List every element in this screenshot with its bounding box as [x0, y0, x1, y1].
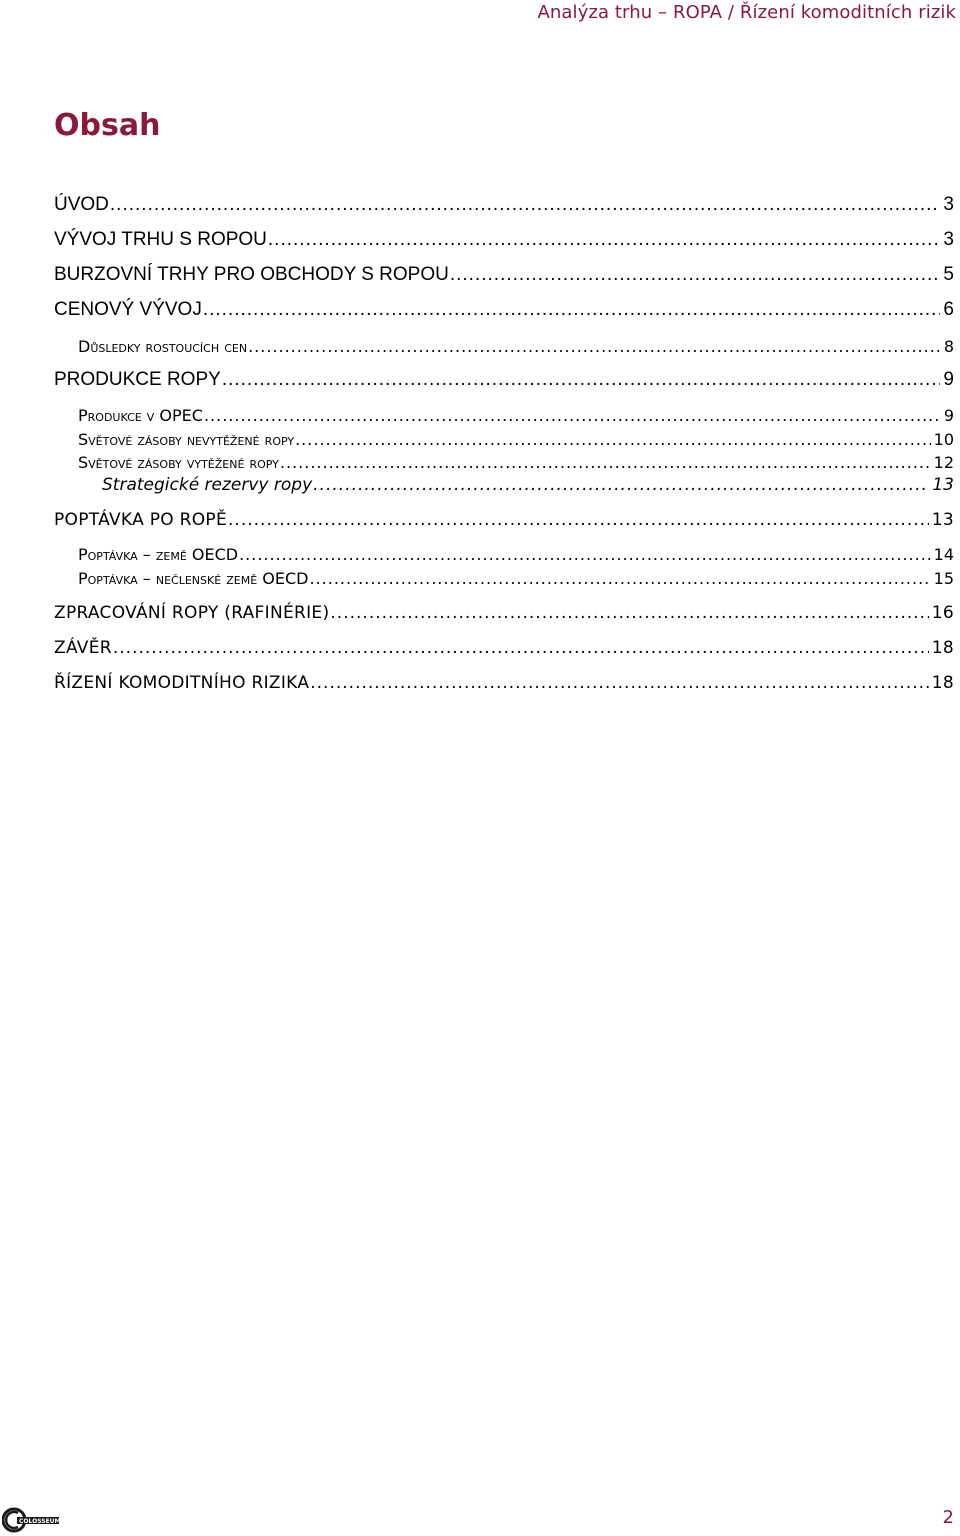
- running-header: Analýza trhu – ROPA / Řízení komoditních rizik: [537, 2, 956, 23]
- toc-entry-label: ZÁVĚR: [54, 638, 112, 658]
- toc-entry-label: Poptávka – země OECD: [78, 545, 239, 564]
- toc-entry-label: Důsledky rostoucích cen: [78, 337, 248, 356]
- toc-leader-dots: [280, 453, 931, 472]
- toc-entry-page: 12: [933, 453, 954, 472]
- toc-entry-label: ZPRACOVÁNÍ ROPY (RAFINÉRIE): [54, 603, 330, 623]
- toc-entry-page: 3: [943, 229, 954, 250]
- toc-leader-dots: [204, 406, 941, 425]
- toc-leader-dots: [313, 475, 929, 495]
- toc-leader-dots: [330, 603, 928, 623]
- toc-entry-page: 15: [933, 569, 954, 588]
- toc-entry-label: Světové zásoby nevytěžené ropy: [78, 430, 295, 449]
- toc-entry-strategicke-rezervy[interactable]: [102, 475, 954, 495]
- toc-entry-page: 6: [943, 299, 954, 320]
- svg-text:· · · · · · · · ·: · · · · · · · · ·: [20, 1527, 37, 1531]
- toc-entry-zasoby-vytezene[interactable]: [78, 453, 954, 472]
- toc-entry-page: 16: [931, 603, 954, 623]
- toc-entry-page: 18: [931, 638, 954, 658]
- toc-leader-dots: [113, 638, 929, 658]
- toc-entry-poptavka[interactable]: [54, 510, 954, 530]
- svg-text:COLOSSEUM: COLOSSEUM: [19, 1518, 61, 1525]
- toc-entry-label: Strategické rezervy ropy: [102, 475, 313, 495]
- toc-entry-rizeni-rizika[interactable]: [54, 673, 954, 693]
- toc-leader-dots: [450, 264, 941, 286]
- toc-leader-dots: [309, 569, 930, 588]
- colosseum-logo: [2, 1504, 62, 1534]
- toc-entry-zaver[interactable]: [54, 638, 954, 658]
- toc-entry-label: CENOVÝ VÝVOJ: [54, 299, 202, 320]
- toc-leader-dots: [228, 510, 929, 530]
- toc-entry-page: 18: [931, 673, 954, 693]
- toc-leader-dots: [239, 545, 931, 564]
- toc-entry-label: Produkce v OPEC: [78, 406, 203, 425]
- toc-entry-zasoby-nevytezene[interactable]: [78, 430, 954, 449]
- toc-leader-dots: [203, 299, 941, 321]
- toc-entry-label: ŘÍZENÍ KOMODITNÍHO RIZIKA: [54, 673, 310, 693]
- toc-entry-produkce-ropy[interactable]: [54, 369, 954, 391]
- toc-entry-page: 14: [933, 545, 954, 564]
- toc-entry-uvod[interactable]: [54, 194, 954, 216]
- toc-entry-label: Světové zásoby vytěžené ropy: [78, 453, 279, 472]
- toc-entry-zpracovani[interactable]: [54, 603, 954, 623]
- toc-entry-page: 5: [943, 264, 954, 285]
- toc-entry-vyvoj-trhu[interactable]: [54, 229, 954, 251]
- toc-entry-poptavka-oecd[interactable]: [78, 545, 954, 564]
- toc-entry-produkce-opec[interactable]: [78, 406, 954, 425]
- toc-entry-dusledky[interactable]: [78, 337, 954, 356]
- toc-entry-label: VÝVOJ TRHU S ROPOU: [54, 229, 267, 250]
- toc-entry-burzovni-trhy[interactable]: [54, 264, 954, 286]
- toc-leader-dots: [295, 430, 931, 449]
- toc-entry-page: 9: [943, 406, 954, 425]
- toc-entry-page: 9: [943, 369, 954, 390]
- toc-leader-dots: [110, 194, 941, 216]
- toc-leader-dots: [268, 229, 941, 251]
- toc-entry-cenovy-vyvoj[interactable]: [54, 299, 954, 321]
- toc-entry-label: ÚVOD: [54, 194, 109, 215]
- toc-leader-dots: [248, 337, 941, 356]
- toc-entry-label: POPTÁVKA PO ROPĚ: [54, 510, 228, 530]
- toc-entry-page: 8: [943, 337, 954, 356]
- toc-leader-dots: [310, 673, 929, 693]
- toc-entry-page: 3: [943, 194, 954, 215]
- toc-entry-page: 13: [932, 475, 954, 495]
- page-title: Obsah: [54, 108, 161, 143]
- toc-entry-label: BURZOVNÍ TRHY PRO OBCHODY S ROPOU: [54, 264, 449, 285]
- toc-entry-label: Poptávka – nečlenské země OECD: [78, 569, 309, 588]
- toc-entry-page: 13: [931, 510, 954, 530]
- toc-leader-dots: [222, 369, 941, 391]
- page-number: 2: [942, 1507, 954, 1528]
- toc-entry-label: PRODUKCE ROPY: [54, 369, 221, 390]
- toc-entry-poptavka-neclenske[interactable]: [78, 569, 954, 588]
- toc-entry-page: 10: [933, 430, 954, 449]
